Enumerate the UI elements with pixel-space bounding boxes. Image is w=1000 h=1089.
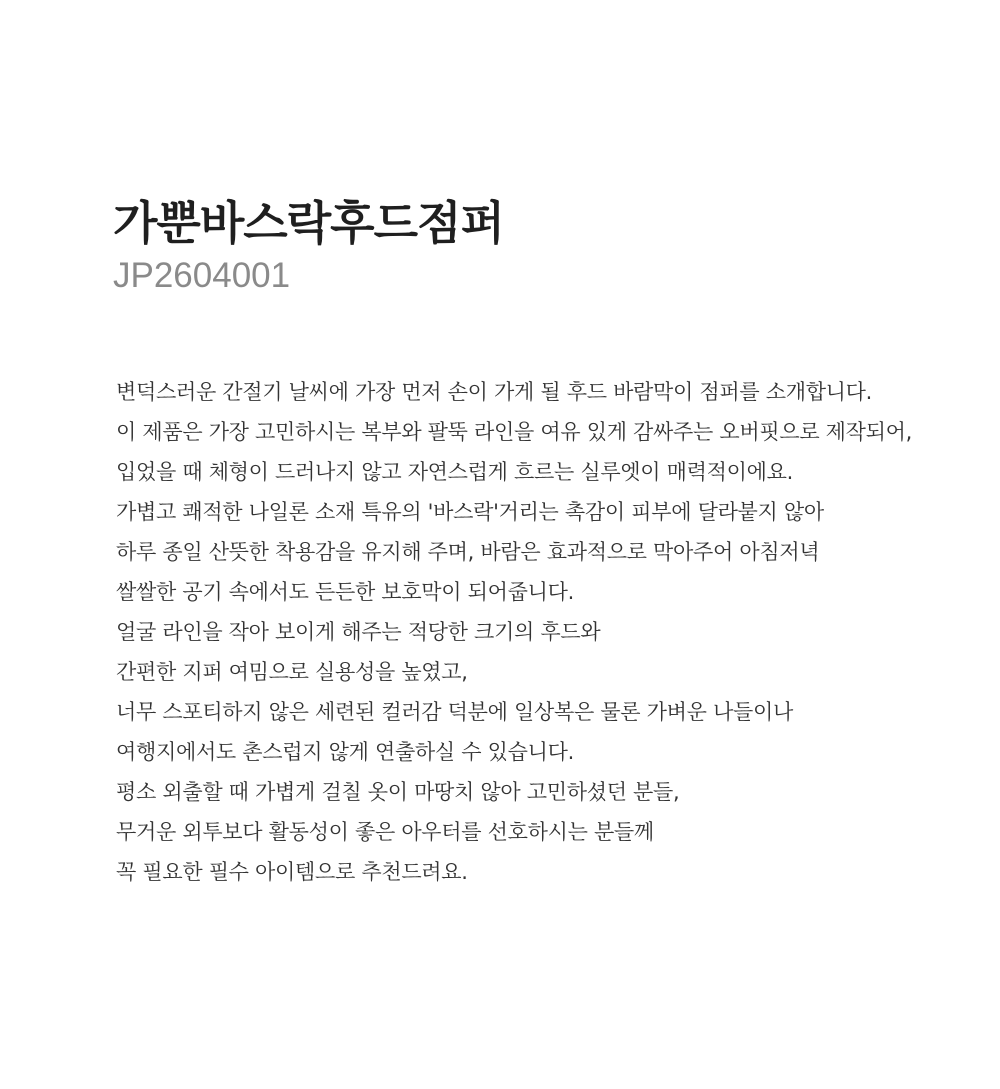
- description-line: 쌀쌀한 공기 속에서도 든든한 보호막이 되어줍니다.: [116, 580, 574, 604]
- description-line: 너무 스포티하지 않은 세련된 컬러감 덕분에 일상복은 물론 가벼운 나들이나: [116, 700, 793, 724]
- description-line: 무거운 외투보다 활동성이 좋은 아우터를 선호하시는 분들께: [116, 820, 654, 844]
- description-line: 변덕스러운 간절기 날씨에 가장 먼저 손이 가게 될 후드 바람막이 점퍼를 소개합니다.: [116, 380, 873, 404]
- description-line: 이 제품은 가장 고민하시는 복부와 팔뚝 라인을 여유 있게 감싸주는 오버핏으로 제작되어,: [116, 420, 912, 444]
- description-line: 가볍고 쾌적한 나일론 소재 특유의 '바스락'거리는 촉감이 피부에 달라붙지 않아: [116, 500, 824, 524]
- product-header: [113, 193, 973, 297]
- description-line: 여행지에서도 촌스럽지 않게 연출하실 수 있습니다.: [116, 740, 574, 764]
- product-title: 가뿐바스락후드점퍼: [113, 196, 504, 250]
- description-line: 평소 외출할 때 가볍게 걸칠 옷이 마땅치 않아 고민하셨던 분들,: [116, 780, 680, 804]
- description-line: 간편한 지퍼 여밈으로 실용성을 높였고,: [116, 660, 468, 684]
- description-line: 입었을 때 체형이 드러나지 않고 자연스럽게 흐르는 실루엣이 매력적이에요.: [116, 460, 793, 484]
- description-line: 하루 종일 산뜻한 착용감을 유지해 주며, 바람은 효과적으로 막아주어 아침저녁: [116, 540, 820, 564]
- description-line: 꼭 필요한 필수 아이템으로 추천드려요.: [116, 860, 468, 884]
- product-code: JP2604001: [113, 256, 291, 295]
- product-description: [116, 372, 996, 892]
- description-line: 얼굴 라인을 작아 보이게 해주는 적당한 크기의 후드와: [116, 620, 601, 644]
